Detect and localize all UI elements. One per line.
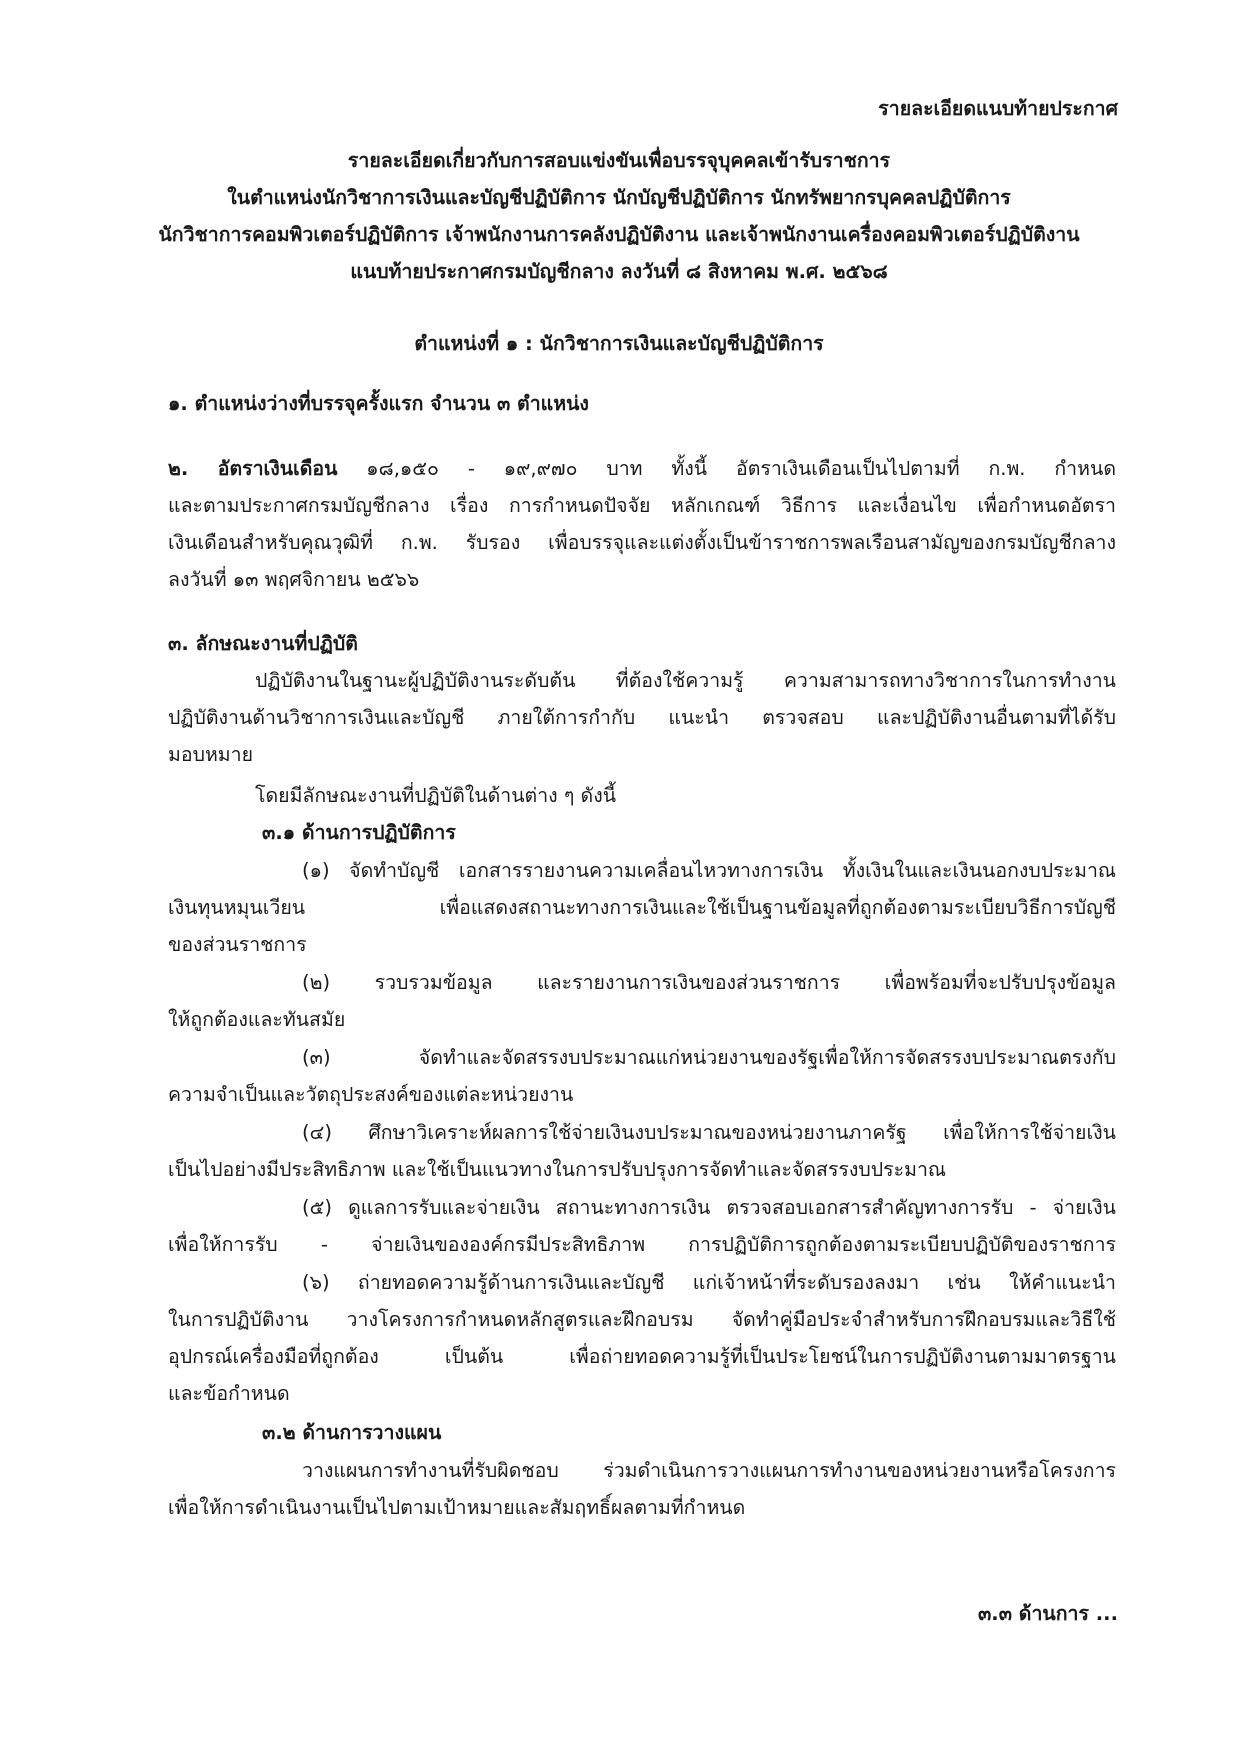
position-heading: ตำแหน่งที่ ๑ : นักวิชาการเงินและบัญชีปฏิบัติการ	[414, 332, 824, 355]
page-continuation: ๓.๓ ด้านการ ...	[977, 1602, 1118, 1625]
title-line-2: ในตำแหน่งนักวิชาการเงินและบัญชีปฏิบัติการ นักบัญชีปฏิบัติการ นักทรัพยากรบุคคลปฏิบัติการ	[227, 186, 1011, 209]
title-line-3: นักวิชาการคอมพิวเตอร์ปฏิบัติการ เจ้าพนักงานการคลังปฏิบัติงาน และเจ้าพนักงานเครื่องคอมพิวเตอร์ปฏิบัติงาน	[158, 223, 1080, 246]
item-2-line-1: (๒) รวบรวมข้อมูล และรายงานการเงินของส่วนราชการ เพื่อพร้อมที่จะปรับปรุงข้อมูล	[302, 971, 1116, 994]
planning-line-1: วางแผนการทำงานที่รับผิดชอบ ร่วมดำเนินการวางแผนการทำงานของหน่วยงานหรือโครงการ	[302, 1459, 1116, 1482]
section-2-line-4: ลงวันที่ ๑๓ พฤศจิกายน ๒๕๖๖	[168, 568, 420, 591]
item-6-line-2: ในการปฏิบัติงาน วางโครงการกำหนดหลักสูตรและฝึกอบรม จัดทำคู่มือประจำสำหรับการฝึกอบรมและวิธีใช้	[168, 1308, 1116, 1331]
section-2-salary-range: ๑๘,๑๕๐ - ๑๙,๙๗๐ บาท ทั้งนี้ อัตราเงินเดือนเป็นไปตามที่ ก.พ. กำหนด	[337, 457, 1116, 480]
section-3-heading: ๓. ลักษณะงานที่ปฏิบัติ	[168, 632, 358, 655]
section-2-line-2: และตามประกาศกรมบัญชีกลาง เรื่อง การกำหนดปัจจัย หลักเกณฑ์ วิธีการ และเงื่อนไข เพื่อกำหนดอัตรา	[168, 494, 1116, 517]
section-3-intro-line-3: มอบหมาย	[168, 743, 254, 766]
item-2-line-2: ให้ถูกต้องและทันสมัย	[168, 1008, 346, 1031]
section-1-vacancies: ๑. ตำแหน่งว่างที่บรรจุครั้งแรก จำนวน ๓ ตำแหน่ง	[168, 392, 589, 415]
item-6-line-1: (๖) ถ่ายทอดความรู้ด้านการเงินและบัญชี แก่เจ้าหน้าที่ระดับรองลงมา เช่น ให้คำแนะนำ	[302, 1271, 1116, 1294]
planning-line-2: เพื่อให้การดำเนินงานเป็นไปตามเป้าหมายและสัมฤทธิ์ผลตามที่กำหนด	[168, 1496, 746, 1519]
item-4-line-2: เป็นไปอย่างมีประสิทธิภาพ และใช้เป็นแนวทางในการปรับปรุงการจัดทำและจัดสรรงบประมาณ	[168, 1158, 947, 1181]
item-5-line-2: เพื่อให้การรับ - จ่ายเงินขององค์กรมีประสิทธิภาพ การปฏิบัติการถูกต้องตามระเบียบปฏิบัติของราชการ	[168, 1233, 1116, 1256]
item-1-line-2: เงินทุนหมุนเวียน เพื่อแสดงสถานะทางการเงินและใช้เป็นฐานข้อมูลที่ถูกต้องตามระเบียบวิธีการบัญชี	[168, 896, 1116, 919]
section-2-line-3: เงินเดือนสำหรับคุณวุฒิที่ ก.พ. รับรอง เพื่อบรรจุและแต่งตั้งเป็นข้าราชการพลเรือนสามัญของกรมบัญชีกลาง	[168, 531, 1116, 554]
section-3-intro-line-2: ปฏิบัติงานด้านวิชาการเงินและบัญชี ภายใต้การกำกับ แนะนำ ตรวจสอบ และปฏิบัติงานอื่นตามที่ได้รับ	[168, 706, 1116, 729]
subsection-3-2-heading: ๓.๒ ด้านการวางแผน	[262, 1421, 442, 1444]
item-6-line-3: อุปกรณ์เครื่องมือที่ถูกต้อง เป็นต้น เพื่อถ่ายทอดความรู้ที่เป็นประโยชน์ในการปฏิบัติงานตามมาตรฐาน	[168, 1345, 1116, 1368]
item-6-line-4: และข้อกำหนด	[168, 1382, 290, 1405]
item-5-line-1: (๕) ดูแลการรับและจ่ายเงิน สถานะทางการเงิน ตรวจสอบเอกสารสำคัญทางการรับ - จ่ายเงิน	[302, 1196, 1116, 1219]
section-3-intro-line-1: ปฏิบัติงานในฐานะผู้ปฏิบัติงานระดับต้น ที่ต้องใช้ความรู้ ความสามารถทางวิชาการในการทำงาน	[255, 669, 1116, 692]
title-line-4: แนบท้ายประกาศกรมบัญชีกลาง ลงวันที่ ๘ สิงหาคม พ.ศ. ๒๕๖๘	[350, 260, 888, 283]
section-2-line-1	[168, 450, 1116, 488]
item-4-line-1: (๔) ศึกษาวิเคราะห์ผลการใช้จ่ายเงินงบประมาณของหน่วยงานภาครัฐ เพื่อให้การใช้จ่ายเงิน	[302, 1121, 1116, 1144]
item-1-line-3: ของส่วนราชการ	[168, 933, 307, 956]
title-line-1: รายละเอียดเกี่ยวกับการสอบแข่งขันเพื่อบรรจุบุคคลเข้ารับราชการ	[347, 149, 891, 172]
item-1-line-1: (๑) จัดทำบัญชี เอกสารรายงานความเคลื่อนไหวทางการเงิน ทั้งเงินในและเงินนอกงบประมาณ	[302, 859, 1116, 882]
attachment-note: รายละเอียดแนบท้ายประกาศ	[878, 97, 1118, 120]
item-3-line-1: (๓) จัดทำและจัดสรรงบประมาณแก่หน่วยงานของรัฐเพื่อให้การจัดสรรงบประมาณตรงกับ	[302, 1046, 1116, 1069]
section-3-lead: โดยมีลักษณะงานที่ปฏิบัติในด้านต่าง ๆ ดังนี้	[255, 784, 617, 807]
subsection-3-1-heading: ๓.๑ ด้านการปฏิบัติการ	[262, 821, 456, 844]
section-2-label: ๒. อัตราเงินเดือน	[168, 457, 338, 480]
item-3-line-2: ความจำเป็นและวัตถุประสงค์ของแต่ละหน่วยงาน	[168, 1083, 574, 1106]
